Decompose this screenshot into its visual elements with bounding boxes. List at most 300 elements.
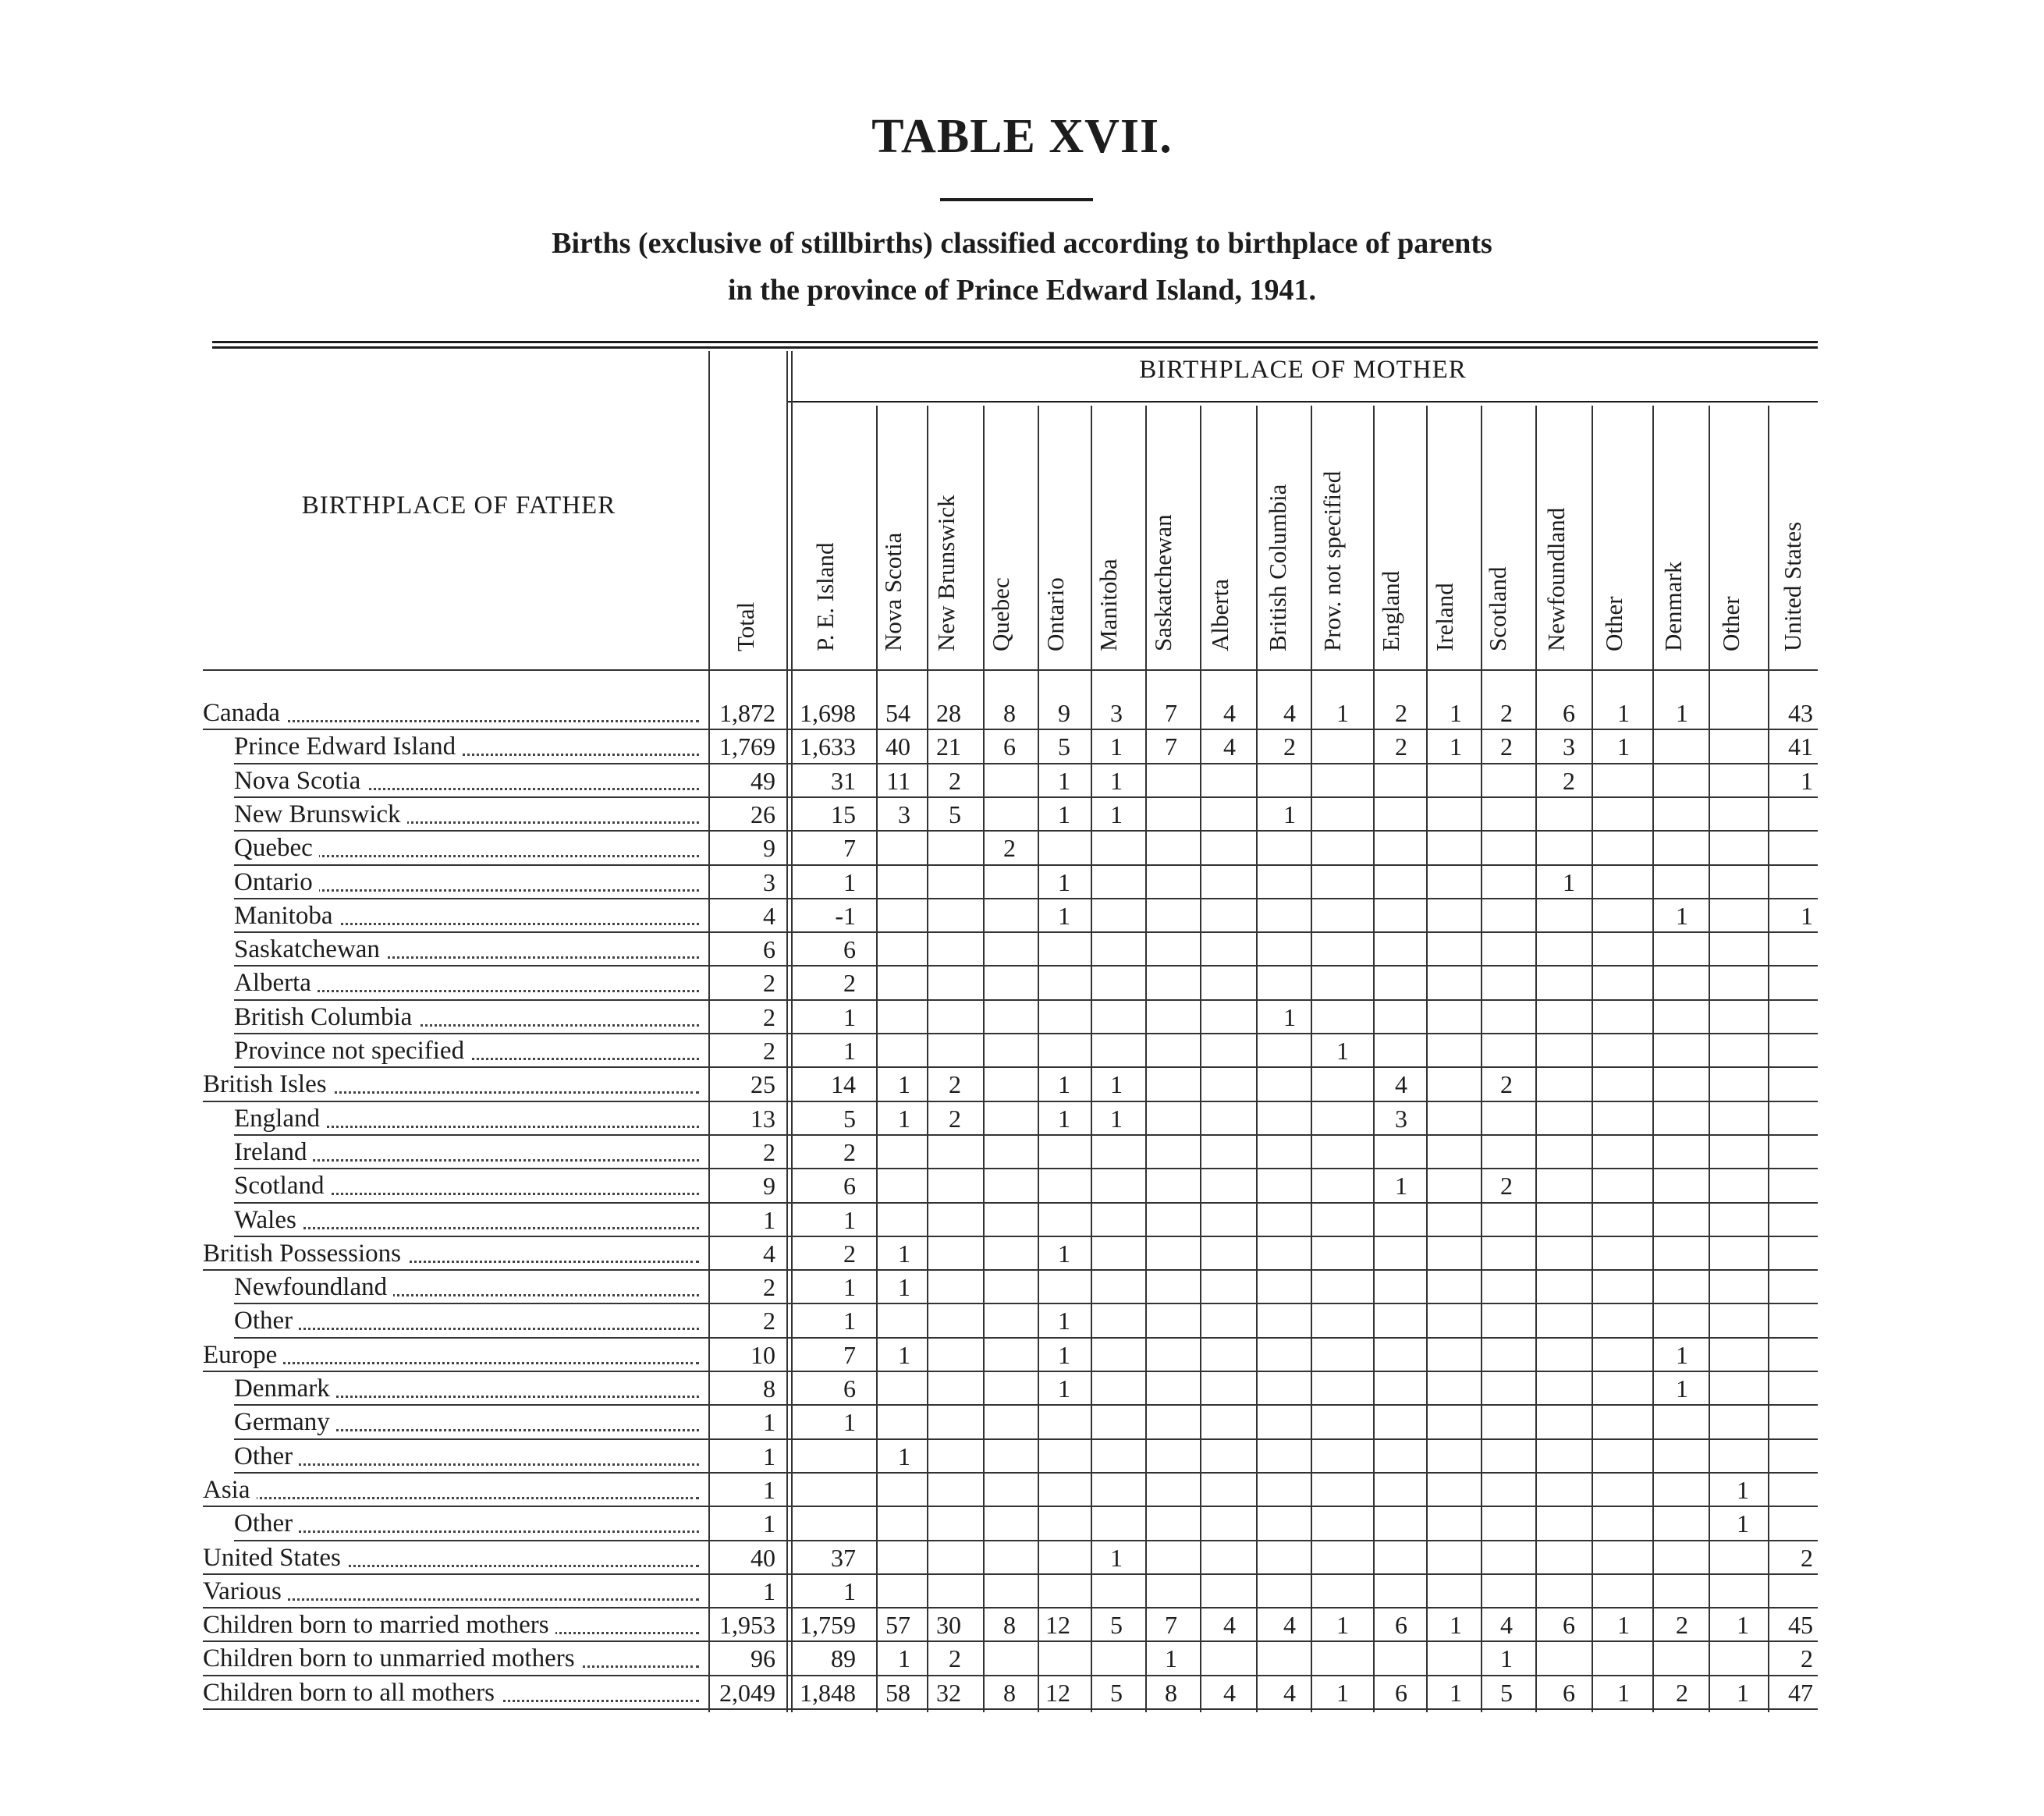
table-cell [1141, 1203, 1177, 1237]
row-label-text: Europe [203, 1341, 283, 1369]
leader-dots [234, 1227, 699, 1229]
table-cell: 1,872 [719, 699, 775, 727]
row-label [203, 1338, 704, 1372]
table-cell [1705, 1641, 1749, 1676]
table-cell [1087, 1169, 1123, 1203]
table-cell [1252, 1473, 1296, 1507]
table-cell [1032, 1506, 1070, 1541]
row-label [234, 1203, 704, 1237]
table-cell: 11 [886, 766, 910, 795]
table-cell [1420, 1303, 1462, 1338]
table-cell [1308, 1506, 1349, 1541]
table-cell [1032, 1270, 1070, 1304]
table-cell [1252, 1169, 1296, 1203]
table-cell: 2 [843, 1137, 856, 1166]
table-cell [1308, 1203, 1349, 1237]
table-cell: 1,759 [800, 1611, 856, 1640]
table-cell [978, 1473, 1016, 1507]
table-cell [868, 1203, 910, 1237]
table-cell [1474, 1303, 1513, 1338]
table-cell [1420, 831, 1462, 865]
table-cell [1087, 865, 1123, 899]
table-cell [1474, 1405, 1513, 1439]
table-cell [1367, 764, 1407, 798]
row-label [234, 1135, 704, 1169]
table-cell [1765, 1574, 1813, 1609]
table-cell [1252, 899, 1296, 933]
table-cell [1420, 1203, 1462, 1237]
table-cell [1705, 696, 1749, 730]
table-cell [1252, 1236, 1296, 1271]
table-cell [1650, 1641, 1688, 1676]
table-cell [923, 966, 961, 1000]
table-cell [1367, 865, 1407, 899]
column-header-label: Alberta [1205, 579, 1233, 651]
table-cell [923, 899, 961, 933]
table-cell: 2 [843, 1239, 856, 1268]
table-cell: 10 [751, 1340, 775, 1369]
table-cell [1367, 1574, 1407, 1609]
row-label [234, 1101, 704, 1136]
table-cell: 1,953 [719, 1611, 775, 1640]
table-cell: 6 [1563, 1611, 1575, 1640]
table-cell [1367, 1473, 1407, 1507]
row-label [234, 966, 704, 1000]
row-label-text: Denmark [234, 1374, 336, 1403]
table-cell [1590, 1574, 1630, 1609]
table-cell [1650, 1169, 1688, 1203]
table-cell [1308, 932, 1349, 967]
table-cell [1529, 797, 1575, 832]
table-cell [1087, 1000, 1123, 1034]
table-cell [1650, 1405, 1688, 1439]
table-cell: 1 [1737, 1678, 1749, 1707]
column-header-label: Total [732, 601, 759, 651]
table-cell [1705, 831, 1749, 865]
table-cell: 4 [763, 901, 775, 930]
table-cell [1529, 1541, 1575, 1575]
table-cell [1474, 1135, 1513, 1169]
table-cell [1590, 1338, 1630, 1372]
table-cell [1252, 1101, 1296, 1136]
table-title: TABLE XVII. [871, 110, 1173, 163]
table-cell [1141, 1439, 1177, 1474]
table-cell [868, 1371, 910, 1406]
table-cell [1308, 764, 1349, 798]
table-cell [1196, 932, 1236, 967]
table-cell [1705, 1101, 1749, 1136]
column-header-label: British Columbia [1264, 484, 1291, 651]
table-cell [1252, 932, 1296, 967]
table-cell [1196, 1574, 1236, 1609]
table-cell [1252, 1303, 1296, 1338]
column-header-label: Ontario [1041, 577, 1069, 651]
header-bottom-rule [203, 669, 1818, 671]
table-cell [1367, 966, 1407, 1000]
table-cell [1196, 1034, 1236, 1068]
table-cell [1367, 1371, 1407, 1406]
row-label-text: Other [234, 1307, 299, 1335]
row-label [234, 1169, 704, 1203]
table-cell [1032, 932, 1070, 967]
table-cell [1252, 1338, 1296, 1372]
table-cell: 47 [1788, 1678, 1813, 1707]
table-cell [1420, 1506, 1462, 1541]
table-cell [1196, 1405, 1236, 1439]
table-cell: 6 [1563, 699, 1575, 727]
table-cell [1252, 1541, 1296, 1575]
leader-dots [203, 1497, 699, 1499]
table-cell [1141, 899, 1177, 933]
table-cell [1705, 1303, 1749, 1338]
leader-dots [234, 1328, 699, 1330]
table-cell [1705, 1135, 1749, 1169]
table-cell [978, 1506, 1016, 1541]
row-label-text: Nova Scotia [234, 767, 367, 795]
column-header-label: England [1377, 570, 1404, 651]
table-cell [868, 1135, 910, 1169]
table-cell [1032, 1169, 1070, 1203]
row-label [234, 932, 704, 967]
table-cell [1367, 1034, 1407, 1068]
table-cell [1765, 966, 1813, 1000]
table-cell: 6 [843, 1172, 856, 1201]
table-cell [1252, 865, 1296, 899]
table-cell [1420, 1000, 1462, 1034]
table-cell: 1 [1500, 1644, 1513, 1673]
table-cell: 2 [763, 969, 775, 998]
table-cell: 26 [751, 800, 775, 828]
table-cell: 1 [843, 1307, 856, 1335]
table-cell: 2 [949, 766, 961, 795]
table-cell: 2 [1500, 732, 1513, 761]
table-cell [1590, 831, 1630, 865]
table-cell [1765, 1473, 1813, 1507]
table-cell [1087, 932, 1123, 967]
table-cell [1252, 1034, 1296, 1068]
table-cell [1252, 831, 1296, 865]
table-cell [1367, 1541, 1407, 1575]
table-cell [1196, 1135, 1236, 1169]
table-cell [923, 1541, 961, 1575]
table-cell [1252, 1135, 1296, 1169]
table-cell [1650, 831, 1688, 865]
table-cell [1650, 1236, 1688, 1271]
table-cell: 1 [1283, 800, 1296, 828]
table-cell: 2 [763, 1273, 775, 1302]
table-cell [1474, 1439, 1513, 1474]
table-cell: 1 [843, 1577, 856, 1605]
table-cell [1367, 1641, 1407, 1676]
table-cell [1308, 865, 1349, 899]
table-cell [1474, 865, 1513, 899]
table-cell [868, 1506, 910, 1541]
table-cell: -1 [835, 901, 856, 930]
table-cell [1308, 899, 1349, 933]
table-cell [1474, 1101, 1513, 1136]
table-cell: 1 [1336, 699, 1349, 727]
table-cell: 6 [1003, 732, 1016, 761]
table-cell: 5 [949, 800, 961, 828]
table-cell [1474, 1371, 1513, 1406]
table-cell [1650, 865, 1688, 899]
table-cell: 1 [1110, 800, 1123, 828]
table-cell: 6 [1395, 1678, 1407, 1707]
table-cell [1141, 1000, 1177, 1034]
table-cell: 2 [1395, 732, 1407, 761]
table-cell: 1 [1395, 1172, 1407, 1201]
row-label-text: Ireland [234, 1138, 313, 1166]
row-label [234, 1034, 704, 1068]
table-cell: 4 [1283, 1611, 1296, 1640]
table-cell [1420, 1641, 1462, 1676]
table-cell [1032, 1034, 1070, 1068]
row-label-text: Quebec [234, 834, 319, 862]
table-cell: 4 [1500, 1611, 1513, 1640]
table-cell: 2 [843, 969, 856, 998]
table-cell [978, 1034, 1016, 1068]
table-cell [1308, 1067, 1349, 1101]
row-label-text: British Possessions [203, 1240, 407, 1268]
table-cell: 40 [885, 732, 910, 761]
row-label [203, 1574, 704, 1609]
table-cell: 2 [1676, 1611, 1688, 1640]
table-cell [1590, 1473, 1630, 1507]
table-cell: 3 [898, 800, 910, 828]
row-label-text: England [234, 1105, 326, 1133]
table-cell [978, 1541, 1016, 1575]
table-cell: 9 [763, 1172, 775, 1201]
table-cell [978, 1303, 1016, 1338]
table-cell [1308, 831, 1349, 865]
table-cell [1529, 1439, 1575, 1474]
table-cell [1420, 1405, 1462, 1439]
column-header-label: P. E. Island [811, 542, 839, 651]
table-cell [1590, 1371, 1630, 1406]
table-cell [1650, 932, 1688, 967]
table-cell: 49 [751, 766, 775, 795]
table-cell [1420, 899, 1462, 933]
table-cell [1141, 1101, 1177, 1136]
table-cell [1308, 1541, 1349, 1575]
table-cell: 1 [1165, 1644, 1177, 1673]
table-cell [1705, 865, 1749, 899]
table-cell: 1 [898, 1273, 910, 1302]
table-cell: 2 [1801, 1644, 1813, 1673]
table-cell [1650, 1034, 1688, 1068]
table-cell: 1 [1617, 1678, 1630, 1707]
table-cell [1529, 1270, 1575, 1304]
table-cell [1474, 1236, 1513, 1271]
table-cell [1420, 797, 1462, 832]
table-cell [1308, 1236, 1349, 1271]
table-cell [1765, 1506, 1813, 1541]
row-label-text: Other [234, 1442, 299, 1470]
table-cell [1252, 1203, 1296, 1237]
table-cell [1765, 1034, 1813, 1068]
table-cell: 1 [1058, 867, 1070, 896]
table-cell [1765, 1135, 1813, 1169]
table-cell [1650, 1541, 1688, 1575]
table-cell: 1 [1058, 1070, 1070, 1099]
table-cell [1650, 1506, 1688, 1541]
table-cell [978, 932, 1016, 967]
table-cell [1032, 966, 1070, 1000]
row-label [203, 1608, 704, 1642]
column-header-label: Newfoundland [1542, 507, 1570, 651]
row-label-text: Ontario [234, 868, 319, 896]
row-label-text: Province not specified [234, 1037, 470, 1065]
table-cell [1705, 729, 1749, 764]
table-cell [868, 966, 910, 1000]
table-cell [978, 1405, 1016, 1439]
table-cell [1705, 1405, 1749, 1439]
table-cell [1367, 899, 1407, 933]
row-label [234, 1000, 704, 1034]
table-cell [1252, 1405, 1296, 1439]
column-header-label: New Brunswick [932, 495, 960, 651]
table-cell: 25 [751, 1070, 775, 1099]
table-cell [1705, 1574, 1749, 1609]
table-cell [1474, 932, 1513, 967]
table-cell [1529, 1473, 1575, 1507]
table-cell [1529, 1203, 1575, 1237]
table-cell: 1 [1737, 1611, 1749, 1640]
table-cell [1196, 1506, 1236, 1541]
table-cell: 1 [1058, 901, 1070, 930]
table-cell: 8 [763, 1374, 775, 1403]
table-cell [1590, 1236, 1630, 1271]
table-cell: 2 [1801, 1543, 1813, 1572]
table-cell: 1 [843, 1408, 856, 1437]
table-cell: 5 [1058, 732, 1070, 761]
table-cell: 58 [885, 1678, 910, 1707]
table-cell [1650, 1473, 1688, 1507]
table-cell [868, 1169, 910, 1203]
table-cell [1141, 797, 1177, 832]
table-cell: 4 [763, 1239, 775, 1268]
table-cell [1141, 1541, 1177, 1575]
table-cell: 1 [1110, 766, 1123, 795]
table-cell [978, 1101, 1016, 1136]
row-label [203, 1541, 704, 1575]
table-cell [1308, 1439, 1349, 1474]
table-cell [923, 1203, 961, 1237]
table-cell [1650, 729, 1688, 764]
table-cell [1474, 1473, 1513, 1507]
row-label [203, 1641, 704, 1676]
table-cell [923, 932, 961, 967]
table-cell [978, 1169, 1016, 1203]
table-cell [1590, 966, 1630, 1000]
table-cell [1590, 1169, 1630, 1203]
table-cell [1590, 797, 1630, 832]
table-cell: 1 [1058, 800, 1070, 828]
table-cell [923, 831, 961, 865]
table-cell [1420, 1101, 1462, 1136]
table-cell [1650, 1101, 1688, 1136]
table-cell: 5 [843, 1104, 856, 1133]
table-cell: 1 [898, 1070, 910, 1099]
table-cell [1765, 1203, 1813, 1237]
table-cell: 1 [763, 1442, 775, 1470]
table-cell [868, 1473, 910, 1507]
table-cell [1087, 1236, 1123, 1271]
table-cell: 43 [1788, 699, 1813, 727]
row-label [234, 1303, 704, 1338]
table-cell [1705, 1371, 1749, 1406]
table-cell [1420, 1169, 1462, 1203]
table-cell [1590, 1034, 1630, 1068]
table-cell [1650, 764, 1688, 798]
table-cell [1032, 1574, 1070, 1609]
table-cell [1705, 764, 1749, 798]
table-cell [1529, 1338, 1575, 1372]
table-cell [1474, 1506, 1513, 1541]
table-cell [1367, 1000, 1407, 1034]
table-cell [1474, 1203, 1513, 1237]
table-cell [1032, 1473, 1070, 1507]
table-cell: 1 [1110, 1104, 1123, 1133]
table-cell [1474, 1000, 1513, 1034]
table-cell: 2 [763, 1137, 775, 1166]
table-cell [1196, 1270, 1236, 1304]
table-cell: 4 [1223, 1611, 1236, 1640]
leader-dots [234, 1463, 699, 1466]
table-cell: 1 [1676, 699, 1688, 727]
table-cell [978, 1270, 1016, 1304]
table-cell: 4 [1395, 1070, 1407, 1099]
table-cell [1196, 1338, 1236, 1372]
table-cell [1474, 966, 1513, 1000]
table-cell [1474, 764, 1513, 798]
table-cell [923, 1405, 961, 1439]
table-cell: 8 [1003, 1611, 1016, 1640]
table-cell: 2 [763, 1037, 775, 1065]
table-cell [1529, 1236, 1575, 1271]
table-cell: 2 [1563, 766, 1575, 795]
table-cell [1032, 1439, 1070, 1474]
table-cell [868, 1574, 910, 1609]
table-cell: 57 [885, 1611, 910, 1640]
row-label-text: Scotland [234, 1172, 330, 1200]
table-cell: 6 [763, 935, 775, 964]
table-cell [1308, 1169, 1349, 1203]
table-cell [1420, 865, 1462, 899]
row-label [203, 1236, 704, 1271]
table-cell: 1 [1617, 699, 1630, 727]
row-label-text: New Brunswick [234, 800, 407, 828]
table-cell [1196, 1101, 1236, 1136]
row-label [234, 865, 704, 899]
table-cell [1590, 1101, 1630, 1136]
row-label [234, 797, 704, 832]
table-cell [1087, 1439, 1123, 1474]
table-cell: 7 [843, 834, 856, 863]
row-label [203, 696, 704, 730]
table-cell [1141, 1067, 1177, 1101]
table-cell [1087, 1574, 1123, 1609]
row-label [234, 1371, 704, 1406]
row-label-text: Newfoundland [234, 1273, 393, 1301]
table-cell [1420, 1371, 1462, 1406]
table-cell [1529, 1371, 1575, 1406]
table-cell [1529, 1303, 1575, 1338]
table-cell: 5 [1110, 1611, 1123, 1640]
table-cell [868, 1405, 910, 1439]
table-cell [1196, 1541, 1236, 1575]
table-cell [1252, 1506, 1296, 1541]
